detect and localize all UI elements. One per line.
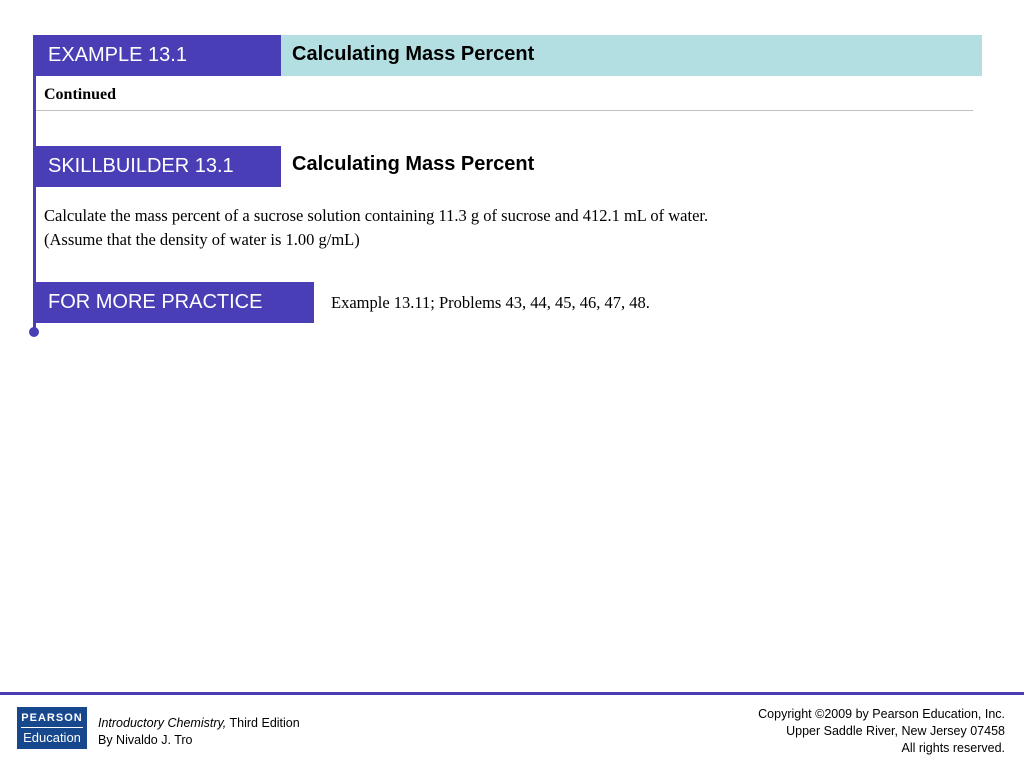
left-rule-dot xyxy=(29,327,39,337)
book-info xyxy=(98,715,300,749)
skillbuilder-label: SKILLBUILDER 13.1 xyxy=(36,146,281,187)
logo-text-bottom: Education xyxy=(23,729,81,745)
problem-line: (Assume that the density of water is 1.00 g/mL) xyxy=(44,230,360,249)
book-title: Introductory Chemistry, xyxy=(98,716,227,730)
logo-text-top: PEARSON xyxy=(21,711,83,724)
book-edition: Third Edition xyxy=(226,716,300,730)
problem-line: Calculate the mass percent of a sucrose solution containing 11.3 g of sucrose and 412.1 mL of water. xyxy=(44,206,709,225)
book-title-line xyxy=(98,715,300,732)
divider xyxy=(36,110,973,111)
skillbuilder-title: Calculating Mass Percent xyxy=(292,153,535,175)
book-author: By Nivaldo J. Tro xyxy=(98,733,193,747)
logo-divider xyxy=(21,727,83,728)
example-label: EXAMPLE 13.1 xyxy=(36,35,281,76)
copyright-line: All rights reserved. xyxy=(901,741,1005,755)
practice-text: Example 13.11; Problems 43, 44, 45, 46, 47, 48. xyxy=(331,293,650,312)
copyright-line: Copyright ©2009 by Pearson Education, Inc. xyxy=(758,707,1005,721)
practice-label: FOR MORE PRACTICE xyxy=(36,282,314,323)
skillbuilder-problem xyxy=(44,204,708,252)
example-title: Calculating Mass Percent xyxy=(281,35,982,76)
copyright-line: Upper Saddle River, New Jersey 07458 xyxy=(786,724,1005,738)
copyright-notice xyxy=(758,706,1005,757)
footer-rule xyxy=(0,692,1024,695)
pearson-logo xyxy=(17,707,87,749)
continued-label: Continued xyxy=(44,86,117,103)
